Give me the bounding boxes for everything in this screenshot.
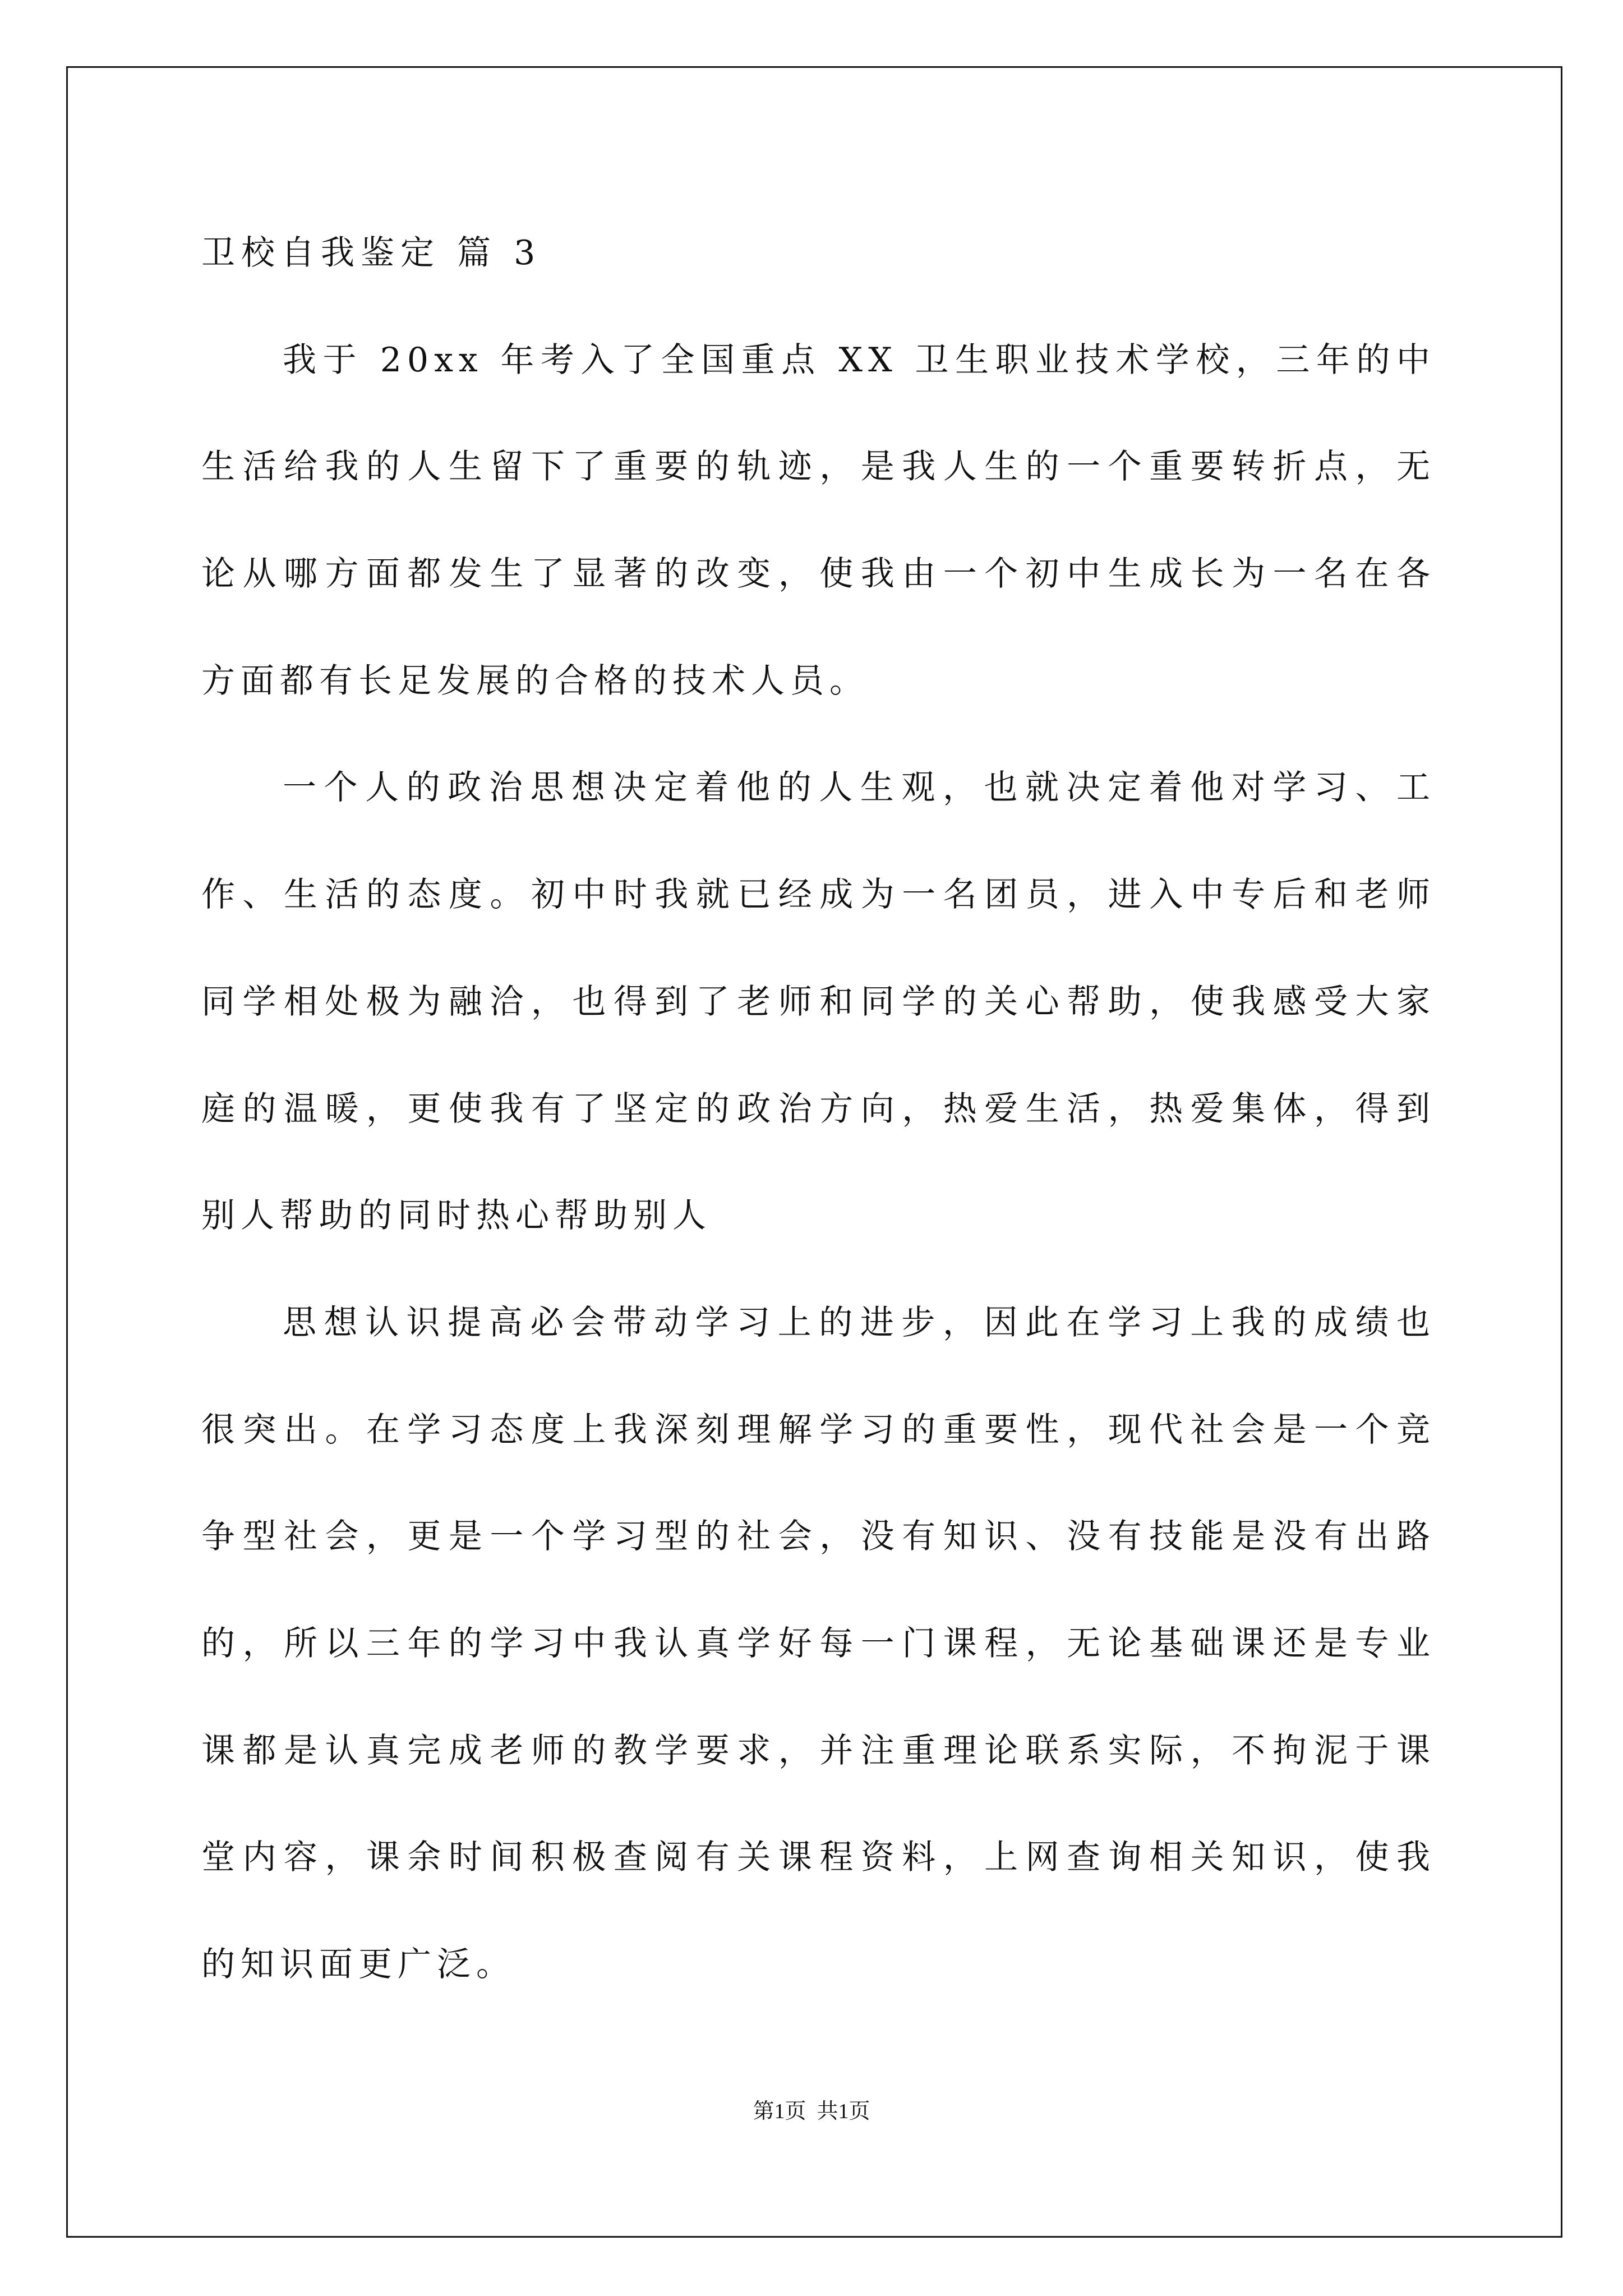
paragraph-line: 别人帮助的同时热心帮助别人 xyxy=(201,1196,712,1236)
paragraph-line: 我于 20xx 年考入了全国重点 XX 卫生职业技术学校，三年的中 xyxy=(283,340,1436,380)
paragraph-line: 论从哪方面都发生了显著的改变，使我由一个初中生成长为一名在各 xyxy=(201,554,1436,594)
paragraph-2 xyxy=(201,734,1436,1269)
paragraph-line: 课都是认真完成老师的教学要求，并注重理论联系实际，不拘泥于课 xyxy=(201,1731,1436,1770)
paragraph-line: 庭的温暖，更使我有了坚定的政治方向，热爱生活，热爱集体，得到 xyxy=(201,1089,1436,1129)
paragraph-line: 很突出。在学习态度上我深刻理解学习的重要性，现代社会是一个竞 xyxy=(201,1410,1436,1450)
paragraph-3 xyxy=(201,1269,1436,2018)
paragraph-line: 争型社会，更是一个学习型的社会，没有知识、没有技能是没有出路 xyxy=(201,1517,1436,1557)
paragraph-line: 一个人的政治思想决定着他的人生观，也就决定着他对学习、工 xyxy=(283,768,1436,808)
paragraph-line: 同学相处极为融洽，也得到了老师和同学的关心帮助，使我感受大家 xyxy=(201,982,1436,1022)
paragraph-line: 方面都有长足发展的合格的技术人员。 xyxy=(201,661,869,701)
paragraph-line: 生活给我的人生留下了重要的轨迹，是我人生的一个重要转折点，无 xyxy=(201,447,1436,487)
paragraph-1 xyxy=(201,307,1436,735)
paragraph-line: 堂内容，课余时间积极查阅有关课程资料，上网查询相关知识，使我 xyxy=(201,1838,1436,1878)
paragraph-line: 的知识面更广泛。 xyxy=(201,1945,515,1984)
paragraph-line: 的，所以三年的学习中我认真学好每一门课程，无论基础课还是专业 xyxy=(201,1623,1436,1663)
page-footer: 第1页 共1页 xyxy=(753,2100,870,2123)
document-body xyxy=(201,200,1436,2018)
paragraph-line: 思想认识提高必会带动学习上的进步，因此在学习上我的成绩也 xyxy=(283,1303,1436,1342)
document-title: 卫校自我鉴定 篇 3 xyxy=(201,233,542,273)
paragraph-line: 作、生活的态度。初中时我就已经成为一名团员，进入中专后和老师 xyxy=(201,875,1436,915)
